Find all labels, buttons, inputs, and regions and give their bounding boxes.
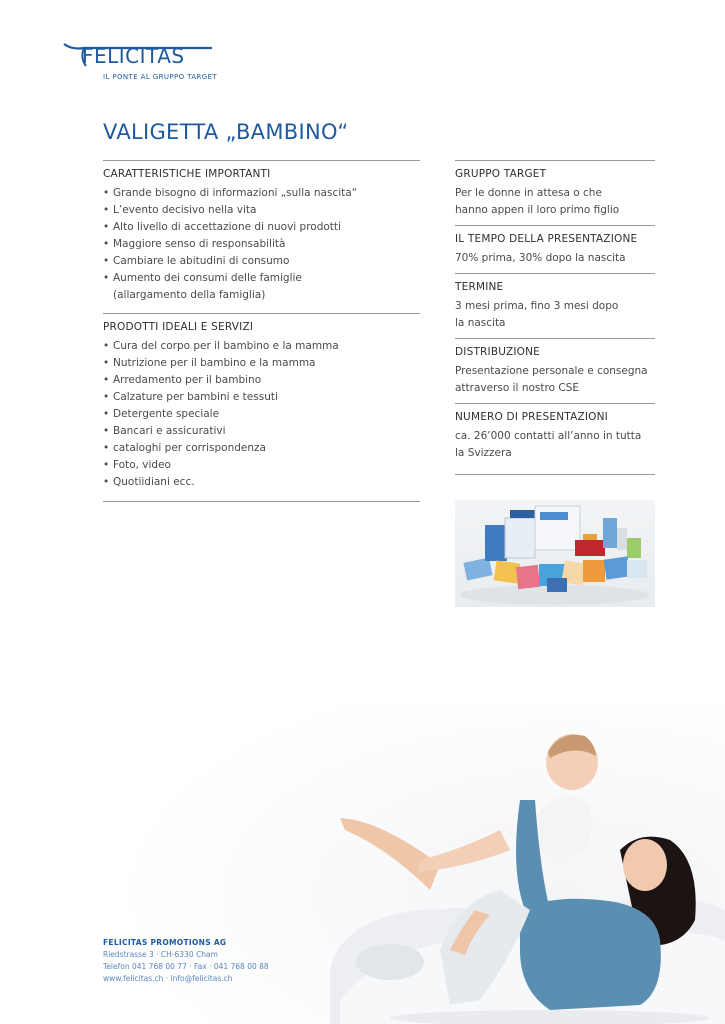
section-target-group bbox=[455, 168, 655, 219]
list-item: • Cura del corpo per il bambino e la mamma bbox=[103, 340, 339, 352]
section-key-features bbox=[103, 168, 420, 304]
list-item: • Bancari e assicurativi bbox=[103, 425, 226, 437]
section-term bbox=[455, 281, 655, 332]
body-text: Per le donne in attesa o che bbox=[455, 187, 602, 199]
section-heading: PRODOTTI IDEALI E SERVIZI bbox=[103, 321, 254, 333]
list-item: • Alto livello di accettazione di nuovi prodotti bbox=[103, 221, 341, 233]
footer-phone: Telefon 041 768 00 77 · Fax · 041 768 00 88 bbox=[103, 962, 269, 971]
right-column bbox=[455, 160, 655, 475]
body-text: ca. 26’000 contatti all’anno in tutta bbox=[455, 430, 642, 442]
divider bbox=[455, 338, 655, 339]
divider bbox=[455, 403, 655, 404]
list-item: • Detergente speciale bbox=[103, 408, 220, 420]
body-text: Presentazione personale e consegna bbox=[455, 365, 648, 377]
section-distribution bbox=[455, 346, 655, 397]
list-item: • Aumento dei consumi delle famiglie bbox=[103, 272, 302, 284]
section-presentations-count bbox=[455, 411, 655, 462]
brand-tagline: IL PONTE AL GRUPPO TARGET bbox=[103, 73, 218, 81]
body-text: la Svizzera bbox=[455, 447, 512, 459]
footer-web-link[interactable]: www.felicitas.ch · info@felicitas.ch bbox=[103, 974, 233, 983]
section-heading: CARATTERISTICHE IMPORTANTI bbox=[103, 168, 271, 180]
divider bbox=[103, 501, 420, 502]
section-presentation-time bbox=[455, 233, 655, 267]
body-text: hanno appen il loro primo figlio bbox=[455, 204, 620, 216]
section-ideal-products bbox=[103, 321, 420, 491]
list-item: • L’evento decisivo nella vita bbox=[103, 204, 257, 216]
section-heading: NUMERO DI PRESENTAZIONI bbox=[455, 411, 608, 423]
product-kit-photo bbox=[455, 500, 655, 607]
divider bbox=[455, 225, 655, 226]
divider bbox=[103, 313, 420, 314]
divider bbox=[455, 273, 655, 274]
footer-contact bbox=[103, 937, 333, 985]
list-item-continuation: (allargamento della famiglia) bbox=[113, 289, 266, 301]
list-item: • Grande bisogno di informazioni „sulla nascita“ bbox=[103, 187, 358, 199]
body-text: 70% prima, 30% dopo la nascita bbox=[455, 252, 626, 264]
footer-company: FELICITAS PROMOTIONS AG bbox=[103, 938, 227, 947]
body-text: attraverso il nostro CSE bbox=[455, 382, 579, 394]
list-item: • Quotiidiani ecc. bbox=[103, 476, 195, 488]
body-text: la nascita bbox=[455, 317, 506, 329]
page-title: VALIGETTA „BAMBINO“ bbox=[103, 120, 349, 144]
list-item: • Maggiore senso di responsabilità bbox=[103, 238, 286, 250]
left-column bbox=[103, 160, 420, 502]
list-item: • Cambiare le abitudini di consumo bbox=[103, 255, 290, 267]
divider bbox=[455, 160, 655, 161]
list-item: • Calzature per bambini e tessuti bbox=[103, 391, 278, 403]
list-item: • Arredamento per il bambino bbox=[103, 374, 262, 386]
section-heading: TERMINE bbox=[455, 281, 504, 293]
product-kit-illustration bbox=[455, 500, 655, 607]
divider bbox=[103, 160, 420, 161]
felicitas-logo bbox=[62, 38, 222, 86]
section-heading: GRUPPO TARGET bbox=[455, 168, 547, 180]
list-item: • Foto, video bbox=[103, 459, 171, 471]
divider bbox=[455, 474, 655, 475]
list-item: • Nutrizione per il bambino e la mamma bbox=[103, 357, 316, 369]
section-heading: DISTRIBUZIONE bbox=[455, 346, 541, 358]
body-text: 3 mesi prima, fino 3 mesi dopo bbox=[455, 300, 619, 312]
footer-address: Riedstrasse 3 · CH-6330 Cham bbox=[103, 950, 218, 959]
list-item: • cataloghi per corrispondenza bbox=[103, 442, 266, 454]
section-heading: IL TEMPO DELLA PRESENTAZIONE bbox=[455, 233, 638, 245]
brand-name: FELICITAS bbox=[82, 44, 185, 68]
